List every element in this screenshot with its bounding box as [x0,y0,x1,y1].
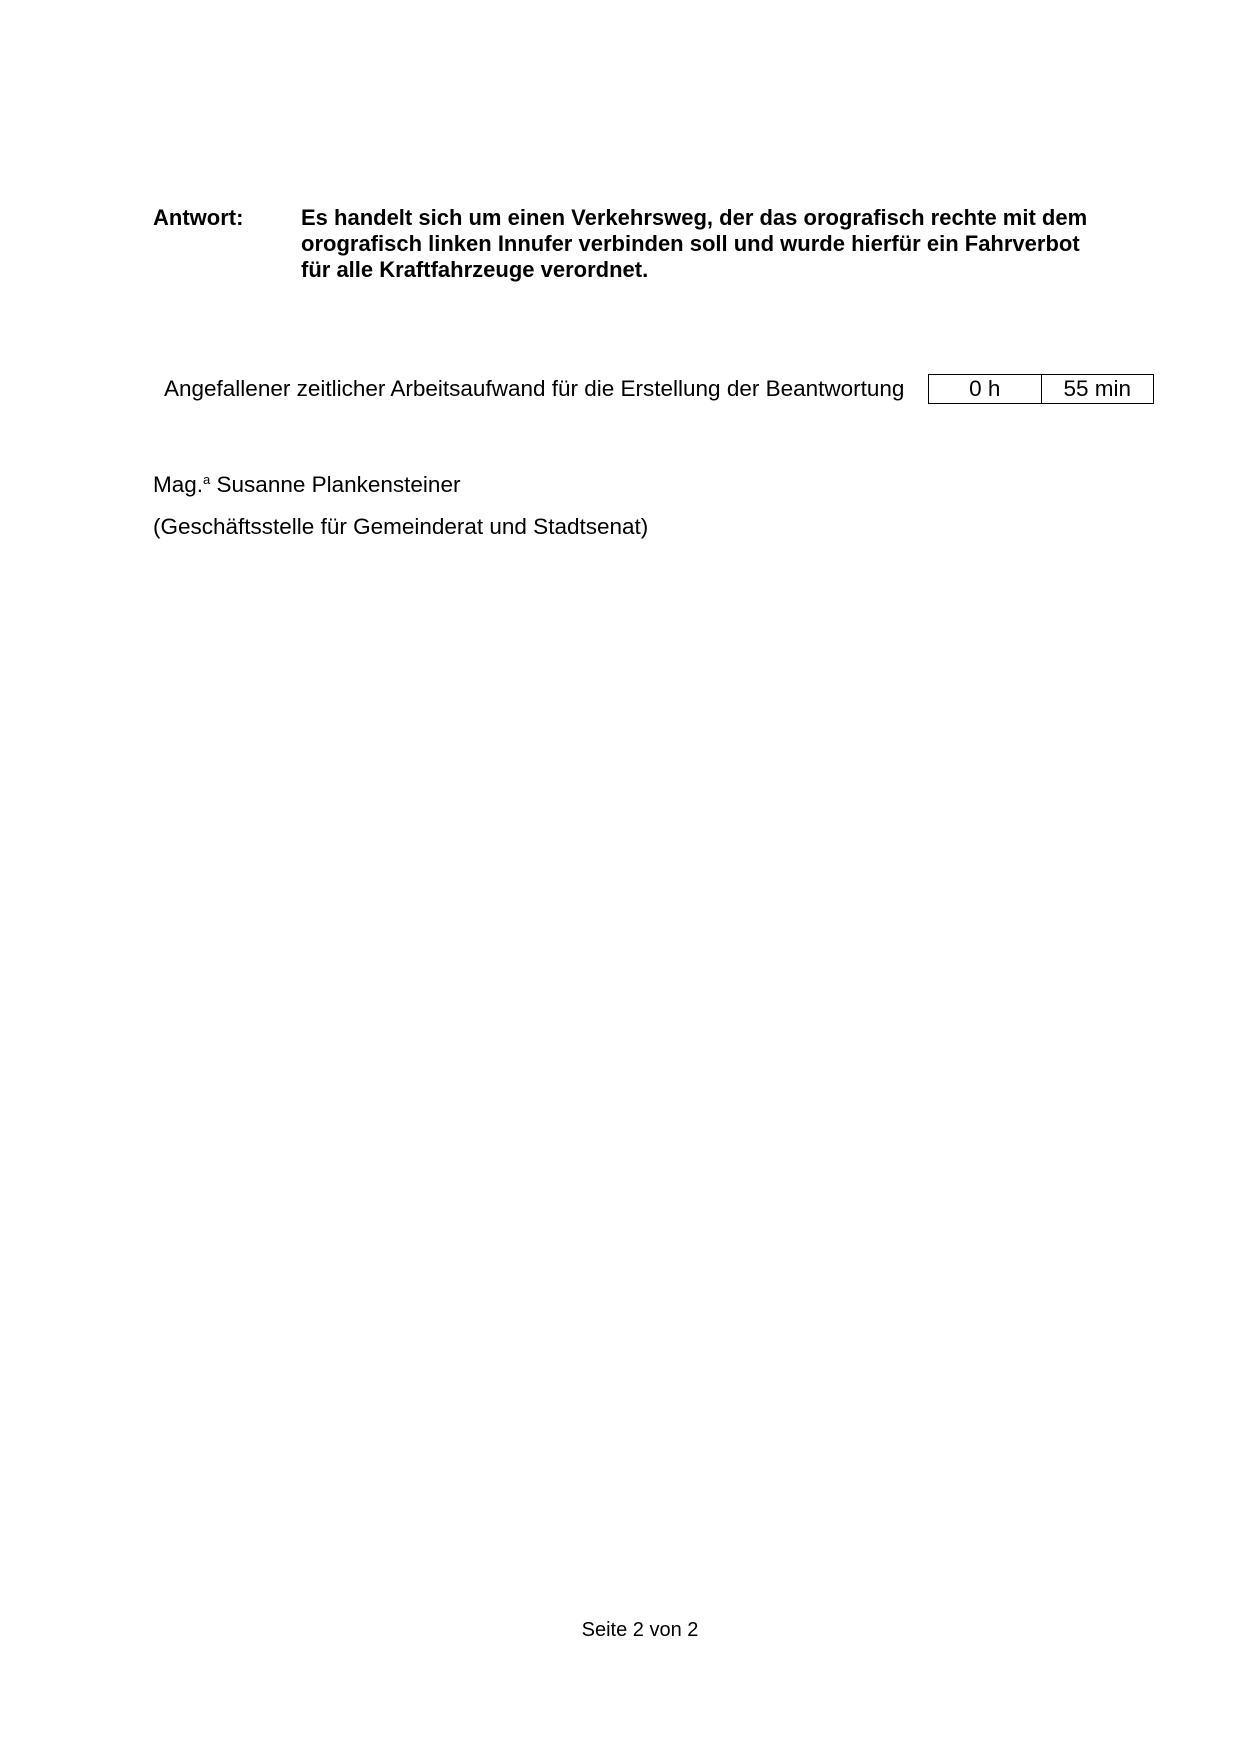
effort-label: Angefallener zeitlicher Arbeitsaufwand für die Erstellung der Beantwortung [164,376,905,401]
signer-title-suffix: a [203,472,211,487]
answer-line: für alle Kraftfahrzeuge verordnet. [301,257,649,282]
signer-title: Mag. [153,472,204,497]
answer-text [301,205,1141,283]
signature-block [153,471,648,541]
page-number: Seite 2 von 2 [581,1619,699,1641]
signer-name: Susanne Plankensteiner [216,472,461,497]
answer-line: orografisch linken Innufer verbinden soll und wurde hierfür ein Fahrverbot [301,231,1080,256]
signer-name-line [153,471,648,499]
effort-minutes: 55 min [1041,375,1154,403]
signer-department: (Geschäftsstelle für Gemeinderat und Stadtsenat) [153,514,649,539]
effort-table [928,374,1154,404]
effort-row [164,374,904,404]
effort-hours: 0 h [969,376,1001,401]
answer-line: Es handelt sich um einen Verkehrsweg, der das orografisch rechte mit dem [301,205,1088,230]
answer-label: Antwort: [153,205,244,230]
